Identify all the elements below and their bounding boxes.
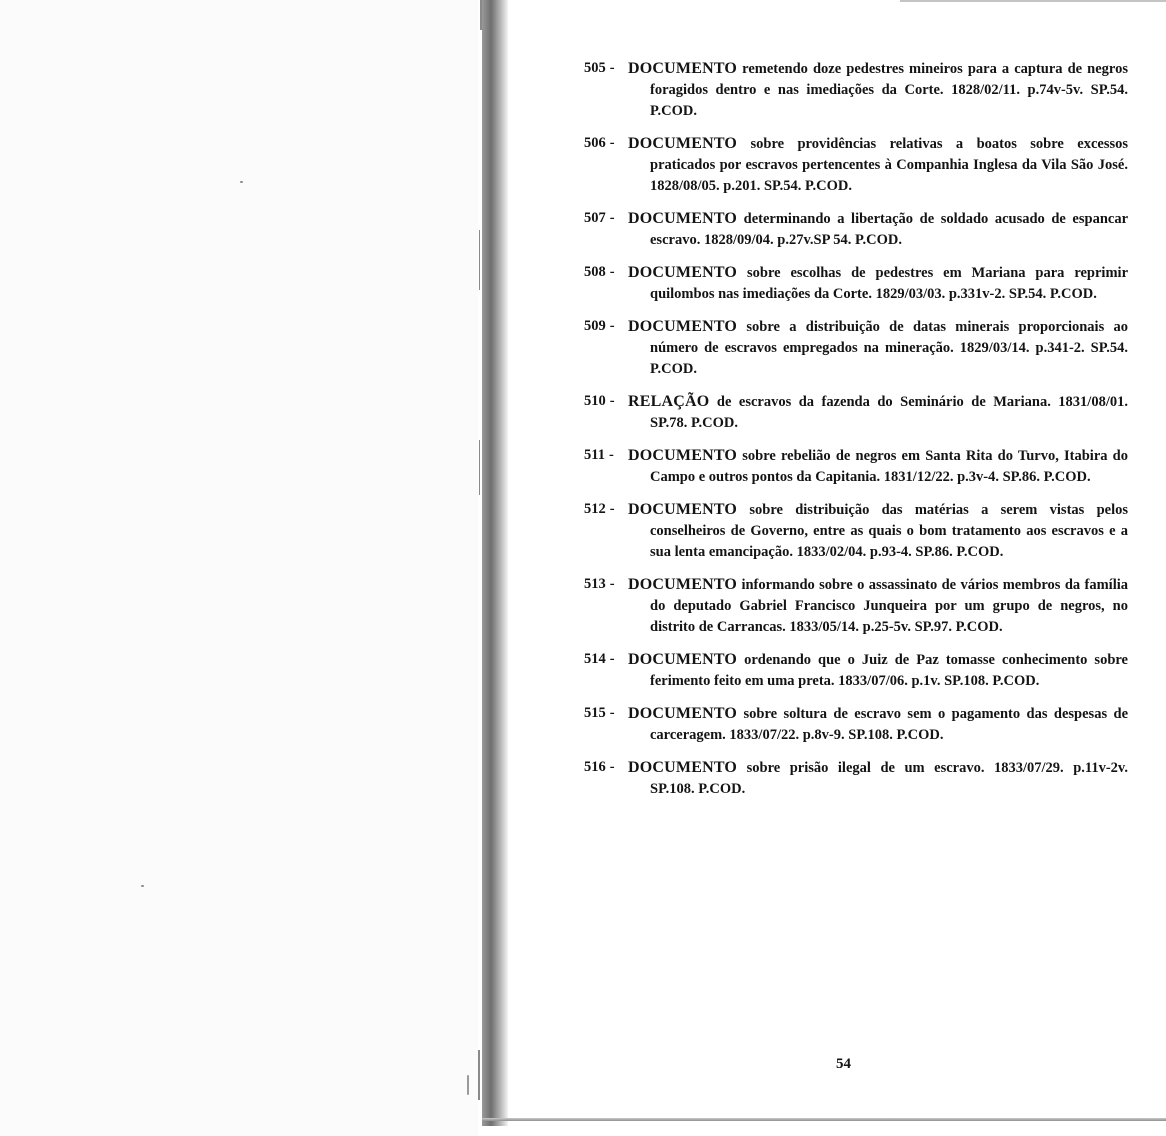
entry-text	[580, 448, 1128, 485]
entry-number	[584, 445, 614, 466]
entry-number-value: 505	[584, 60, 606, 76]
entry-text	[580, 577, 1128, 635]
entry-description: sobre providências relativas a boatos sobre excessos praticados por escravos pertencentes à Companhia Inglesa da Vila São José. 1828/08/05. p.201. SP.54. P.COD.	[650, 136, 1128, 194]
catalog-entry	[580, 574, 1128, 638]
entry-number-value: 509	[584, 318, 606, 334]
entry-description: sobre soltura de escravo sem o pagamento das despesas de carceragem. 1833/07/22. p.8v-9. SP.108. P.COD.	[650, 706, 1129, 743]
entry-text	[580, 319, 1128, 377]
catalog-entry	[580, 757, 1128, 800]
entry-text	[580, 502, 1128, 560]
entry-text	[580, 706, 1128, 743]
catalog-entry	[580, 262, 1128, 305]
entry-text	[580, 394, 1128, 431]
scan-speck	[240, 181, 243, 183]
entry-number	[584, 649, 615, 670]
page-bottom-edge	[482, 1118, 1166, 1121]
entry-number	[584, 208, 615, 229]
gutter-line-low	[479, 440, 480, 495]
scan-speck	[467, 1075, 469, 1095]
entry-number	[584, 316, 615, 337]
entry-type: DOCUMENTO	[628, 576, 738, 593]
entry-type: DOCUMENTO	[628, 651, 738, 668]
entry-number-value: 510	[584, 393, 606, 409]
catalog-entry	[580, 58, 1128, 122]
entry-number-value: 514	[584, 651, 606, 667]
entry-description: sobre escolhas de pedestres em Mariana para reprimir quilombos nas imediações da Corte. 1829/03/03. p.331v-2. SP.54. P.COD.	[650, 265, 1129, 302]
entry-separator: -	[609, 60, 615, 76]
catalog-entry	[580, 649, 1128, 692]
page-number: 54	[836, 1056, 851, 1072]
entry-number	[584, 757, 615, 778]
entry-number	[584, 58, 615, 79]
entry-separator: -	[609, 264, 615, 280]
catalog-entries	[580, 58, 1128, 811]
entry-separator: -	[608, 447, 614, 463]
entry-description: sobre a distribuição de datas minerais proporcionais ao número de escravos empregados na mineração. 1829/03/14. p.341-2. SP.54. P.COD.	[650, 319, 1128, 377]
entry-type: DOCUMENTO	[628, 501, 738, 518]
entry-number-value: 508	[584, 264, 606, 280]
gutter-line-mid	[479, 230, 480, 290]
entry-text	[580, 136, 1128, 194]
catalog-entry	[580, 445, 1128, 488]
entry-description: sobre prisão ilegal de um escravo. 1833/07/29. p.11v-2v. SP.108. P.COD.	[650, 760, 1129, 797]
gutter-line-bottom	[478, 1050, 480, 1100]
entry-text	[580, 61, 1128, 119]
entry-type: DOCUMENTO	[628, 60, 738, 77]
entry-separator: -	[609, 576, 615, 592]
entry-number-value: 513	[584, 576, 606, 592]
entry-number-value: 516	[584, 759, 606, 775]
entry-type: RELAÇÃO	[628, 393, 710, 410]
entry-number-value: 507	[584, 210, 606, 226]
entry-separator: -	[609, 501, 615, 517]
entry-type: DOCUMENTO	[628, 705, 738, 722]
catalog-entry	[580, 208, 1128, 251]
entry-description: remetendo doze pedestres mineiros para a captura de negros foragidos dentro e nas imediações da Corte. 1828/02/11. p.74v-5v. SP.54. P.COD.	[650, 61, 1128, 119]
entry-number	[584, 703, 615, 724]
entry-number-value: 511	[584, 447, 605, 463]
entry-description: informando sobre o assassinato de vários membros da família do deputado Gabriel Francisco Junqueira por um grupo de negros, no distrito de Carrancas. 1833/05/14. p.25-5v. SP.97. P.COD.	[650, 577, 1129, 635]
entry-type: DOCUMENTO	[628, 318, 738, 335]
entry-description: sobre rebelião de negros em Santa Rita do Turvo, Itabira do Campo e outros pontos da Capitania. 1831/12/22. p.3v-4. SP.86. P.COD.	[650, 448, 1129, 485]
entry-separator: -	[609, 135, 615, 151]
entry-type: DOCUMENTO	[628, 759, 738, 776]
scan-speck	[141, 885, 144, 887]
entry-number	[584, 262, 615, 283]
catalog-entry	[580, 391, 1128, 434]
catalog-entry	[580, 499, 1128, 563]
entry-text	[580, 265, 1128, 302]
entry-description: ordenando que o Juiz de Paz tomasse conhecimento sobre ferimento feito em uma preta. 1833/07/06. p.1v. SP.108. P.COD.	[650, 652, 1128, 689]
entry-separator: -	[609, 318, 615, 334]
entry-type: DOCUMENTO	[628, 264, 738, 281]
left-blank-page	[0, 0, 478, 1136]
catalog-entry	[580, 133, 1128, 197]
entry-number-value: 506	[584, 135, 606, 151]
entry-number	[584, 499, 615, 520]
entry-type: DOCUMENTO	[628, 135, 738, 152]
entry-description: de escravos da fazenda do Seminário de Mariana. 1831/08/01. SP.78. P.COD.	[650, 394, 1128, 431]
page-gutter-shadow	[482, 0, 508, 1126]
entry-separator: -	[609, 705, 615, 721]
entry-number	[584, 391, 615, 412]
catalog-entry	[580, 316, 1128, 380]
entry-separator: -	[609, 210, 615, 226]
catalog-entry	[580, 703, 1128, 746]
entry-separator: -	[609, 759, 615, 775]
entry-type: DOCUMENTO	[628, 210, 738, 227]
entry-description: sobre distribuição das matérias a serem vistas pelos conselheiros de Governo, entre as quais o bom tratamento aos escravos e a sua lenta emancipação. 1833/02/04. p.93-4. SP.86. P.COD.	[650, 502, 1128, 560]
entry-description: determinando a libertação de soldado acusado de espancar escravo. 1828/09/04. p.27v.SP 54. P.COD.	[650, 211, 1129, 248]
entry-number	[584, 574, 615, 595]
entry-type: DOCUMENTO	[628, 447, 738, 464]
entry-text	[580, 760, 1128, 797]
page-top-edge	[900, 0, 1166, 2]
entry-text	[580, 652, 1128, 689]
entry-number-value: 515	[584, 705, 606, 721]
entry-number	[584, 133, 615, 154]
entry-text	[580, 211, 1128, 248]
entry-separator: -	[609, 393, 615, 409]
entry-separator: -	[609, 651, 615, 667]
entry-number-value: 512	[584, 501, 606, 517]
